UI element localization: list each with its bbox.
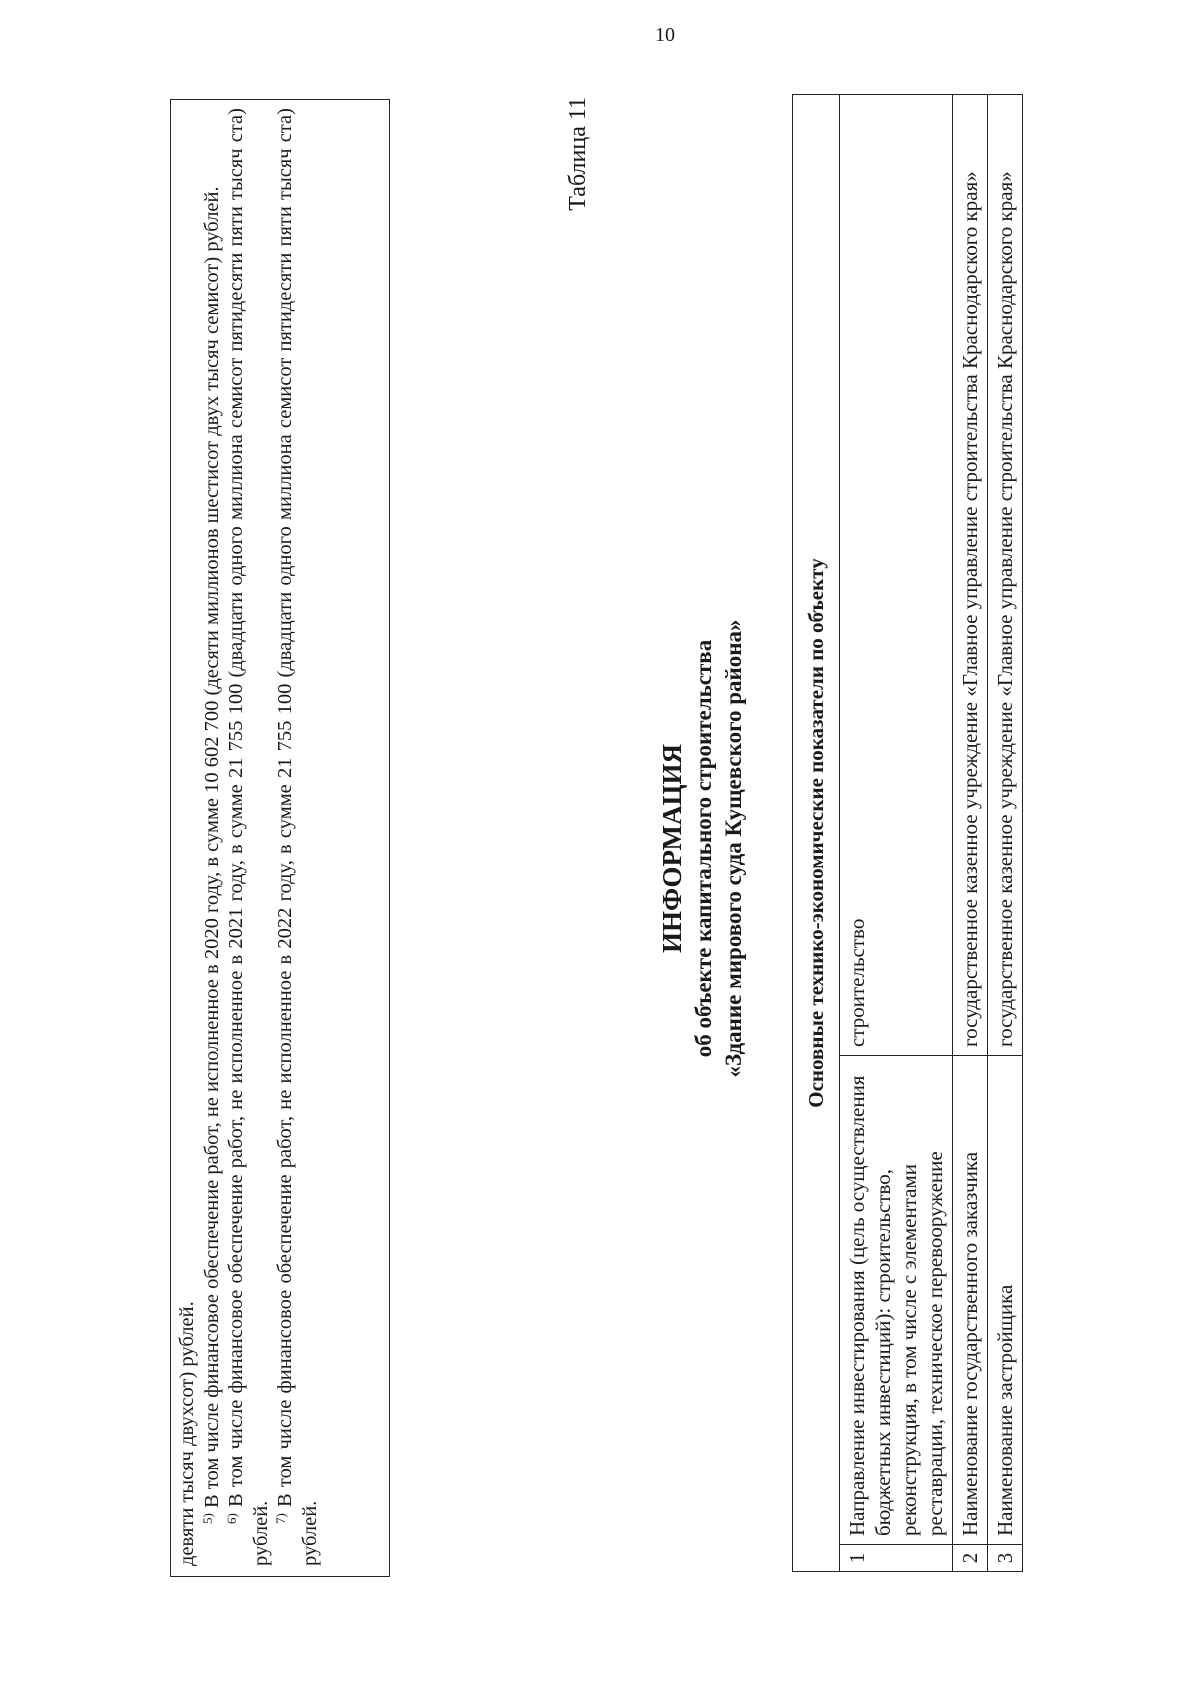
row-number: 2 (953, 1545, 988, 1572)
heading-subtitle: об объекте капитального строительства (691, 639, 716, 1058)
table-label: Таблица 11 (565, 97, 591, 211)
table-header: Основные технико-экономические показатели по объекту (793, 95, 840, 1572)
row-number: 3 (988, 1545, 1023, 1572)
footnote-marker: 6) (224, 1513, 240, 1524)
footnote-6: $^{6)}$ В том числе финансовое обеспечение работ, не исполненное в 2021 году, в сумме 21 755 100 (двадцати одного миллиона семисот пятидесяти пяти тысяч ста) рублей. (224, 108, 272, 1566)
footnote-7: $^{7)}$ В том числе финансовое обеспечение работ, не исполненное в 2022 году, в сумме 21 755 100 (двадцати одного миллиона семисот пятидесяти пяти тысяч ста) рублей. (273, 108, 321, 1566)
row-label: Направление инвестирования (цель осуществления бюджетных инвестиций): строительство, реконструкция, в том числе с элементами реставрации, техническое перевооружение (840, 1056, 953, 1545)
heading-title: ИНФОРМАЦИЯ (657, 744, 687, 953)
heading-object-name: «Здание мирового суда Кущевского района» (721, 619, 746, 1078)
footnote-marker: 7) (273, 1513, 289, 1524)
table-header-row (793, 95, 840, 1572)
document-heading (655, 0, 749, 1697)
row-label: Наименование государственного заказчика (953, 1056, 988, 1545)
table-row (953, 95, 988, 1572)
row-label: Наименование застройщика (988, 1056, 1023, 1545)
footnote-continuation: девяти тысяч двухсот) рублей. (176, 1301, 198, 1566)
row-value: государственное казенное учреждение «Главное управление строительства Краснодарского края» (953, 95, 988, 1056)
footnote-5: $^{5)}$ В том числе финансовое обеспечение работ, не исполненное в 2020 году, в сумме 10 602 700 (десяти миллионов шестисот двух тысяч семисот) рублей. (199, 186, 223, 1524)
row-value: государственное казенное учреждение «Главное управление строительства Краснодарского края» (988, 95, 1023, 1056)
table-row (988, 95, 1023, 1572)
page-number: 10 (655, 24, 675, 46)
footnote-box (170, 99, 390, 1577)
table-row (840, 95, 953, 1572)
row-number: 1 (840, 1545, 953, 1572)
indicators-table (792, 94, 1023, 1572)
footnote-marker: 5) (199, 1513, 215, 1524)
row-value: строительство (840, 95, 953, 1056)
